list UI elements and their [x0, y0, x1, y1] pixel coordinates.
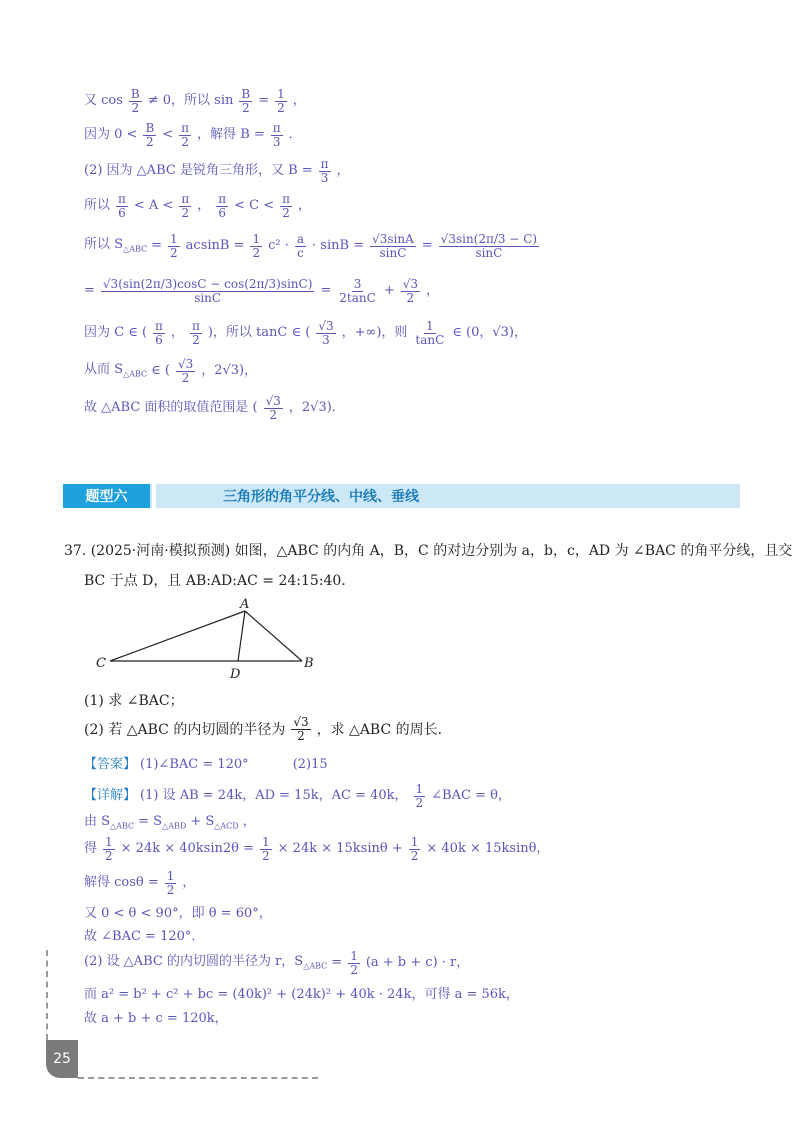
- segment-ab: [245, 611, 302, 661]
- label-a: A: [240, 597, 250, 612]
- label-c: C: [96, 656, 106, 671]
- page-number: 25: [46, 1040, 78, 1078]
- answer-line: 【答案】 (1)∠BAC = 120° (2)15: [84, 757, 328, 772]
- question-part-1: (1) 求 ∠BAC；: [84, 693, 184, 709]
- segment-ca: [110, 611, 245, 661]
- section-banner: [63, 484, 740, 508]
- question-part-2: (2) 若 △ABC 的内切圆的半径为 $\frac{√3}{2}$ ，求 △ABC 的周长．: [84, 715, 452, 743]
- solution-line-3: (2) 因为 △ABC 是锐角三角形，又 B = $\frac{\pi}{3}$ ，: [84, 157, 350, 185]
- detail-line-7: (2) 设 △ABC 的内切圆的半径为 r，$S_{\triangle ABC}$ = $\frac{1}{2}$ (a + b + c) · r，: [84, 949, 470, 977]
- section-tag: 题型六: [63, 484, 150, 508]
- label-b: B: [304, 656, 314, 671]
- detail-line-2: 由 $S_{\triangle ABC}$ = $S_{\triangle ABD}$ + $S_{\triangle ACD}$ ，: [84, 814, 256, 831]
- solution-line-1: 又 cos $\frac{B}{2}$ ≠ 0，所以 sin $\frac{B}{2}$ = $\frac{1}{2}$ ，: [84, 87, 306, 115]
- detail-line-3: 得 $\frac{1}{2}$ × 24k × 40ksin2θ = $\frac{1}{2}$ × 24k × 15ksinθ + $\frac{1}{2}$ × 40k × 15ksinθ，: [84, 835, 550, 863]
- solution-line-5: 所以 $S_{\triangle ABC}$ = $\frac{1}{2}$ acsinB = $\frac{1}{2}$ c² · $\frac{a}{c}$ · sinB = $\frac{√3\sin A}{\sin C}$ = $\frac{√3\sin(2\pi/3 - C)}{\sin C}$: [84, 232, 538, 260]
- detail-line-9: 故 a + b + c = 120k，: [84, 1011, 228, 1026]
- margin-dashed-line: [46, 950, 48, 1040]
- footer-dashed-line: [78, 1077, 318, 1079]
- solution-line-6: = $\frac{√3(\sin(2\pi/3)\cos C - \cos(2\pi/3)\sin C)}{\sin C}$ = $\frac{3}{2\tan C}$ + $\frac{√3}{2}$ ，: [84, 277, 440, 305]
- solution-line-9: 故 △ABC 面积的取值范围是 ( $\frac{√3}{2}$ ，2√3)．: [84, 394, 345, 422]
- detail-label: 【详解】: [84, 787, 137, 803]
- solution-line-2: 因为 0 < $\frac{B}{2}$ < $\frac{\pi}{2}$ ，解得 B = $\frac{\pi}{3}$ ．: [84, 121, 302, 149]
- detail-line-1: 【详解】 (1) 设 AB = 24k，AD = 15k，AC = 40k， $\frac{1}{2}$ ∠BAC = θ，: [84, 782, 511, 810]
- detail-line-6: 故 ∠BAC = 120°．: [84, 929, 205, 944]
- segment-ad: [238, 611, 245, 661]
- detail-line-8: 而 a² = b² + c² + bc = (40k)² + (24k)² + 40k · 24k，可得 a = 56k，: [84, 987, 519, 1002]
- fraction: $\frac{B}{2}$: [130, 87, 140, 115]
- answer-label: 【答案】: [84, 757, 137, 772]
- section-title: 三角形的角平分线、中线、垂线: [223, 489, 419, 505]
- solution-line-8: 从而 $S_{\triangle ABC}$ ∈ ( $\frac{√3}{2}$ ，2√3)，: [84, 357, 258, 385]
- question-line-1: 37. (2025·河南·模拟预测) 如图，△ABC 的内角 A，B，C 的对边分别为 a，b，c，AD 为 ∠BAC 的角平分线，且交: [64, 543, 793, 559]
- banner-separator: [152, 484, 156, 508]
- label-d: D: [230, 667, 241, 682]
- solution-line-4: 所以 $\frac{\pi}{6}$ < A < $\frac{\pi}{2}$ ， $\frac{\pi}{6}$ < C < $\frac{\pi}{2}$ ，: [84, 192, 312, 220]
- detail-line-4: 解得 cosθ = $\frac{1}{2}$ ，: [84, 869, 196, 897]
- triangle-figure: [90, 594, 330, 684]
- solution-line-7: 因为 C ∈ ( $\frac{\pi}{6}$ ， $\frac{\pi}{2}$ )，所以 tanC ∈ ( $\frac{√3}{3}$ ，+∞)，则 $\frac{1}{\tan C}$ ∈ (0，√3)，: [84, 319, 528, 347]
- detail-line-5: 又 0 < θ < 90°，即 θ = 60°，: [84, 906, 272, 921]
- question-line-2: BC 于点 D，且 AB:AD:AC = 24:15:40．: [84, 573, 356, 589]
